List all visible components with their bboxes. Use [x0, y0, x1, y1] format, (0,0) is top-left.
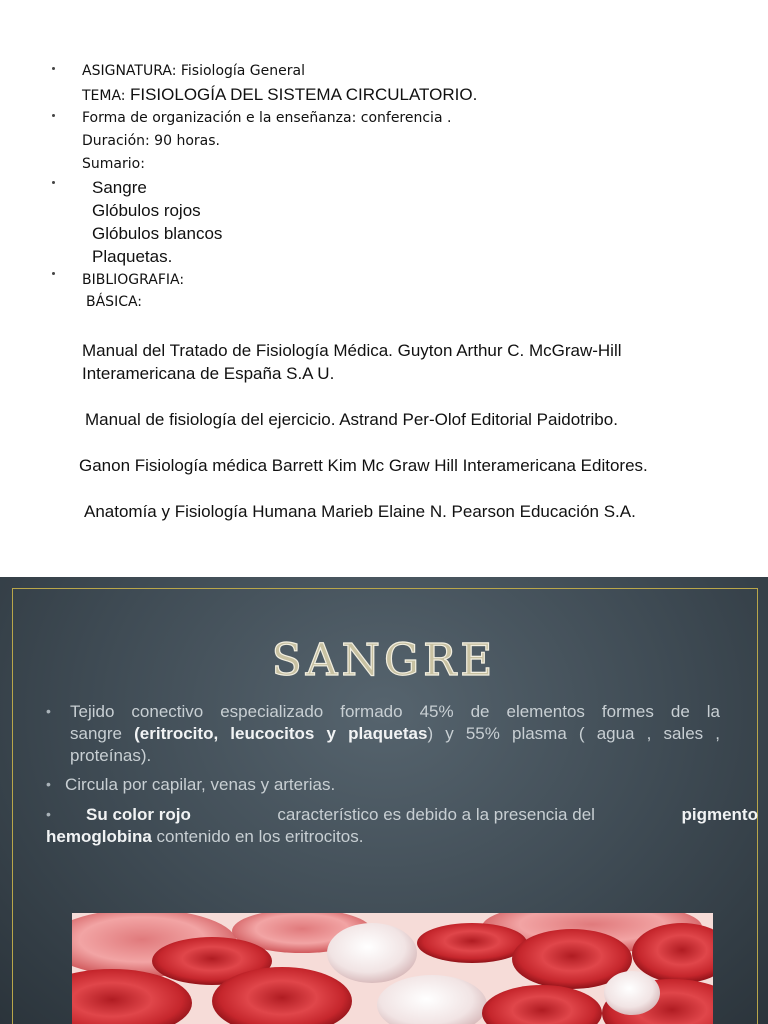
bullet-marker: • [46, 776, 51, 792]
reference-item: Manual del Tratado de Fisiología Médica. Guyton Arthur C. McGraw-Hill [82, 341, 622, 360]
sumario-item: Glóbulos blancos [92, 224, 223, 243]
sumario-item: Plaquetas. [92, 247, 173, 266]
bullet-3-line-1 [86, 804, 758, 826]
bullet-dot [52, 272, 55, 275]
basica-label: BÁSICA: [86, 294, 143, 310]
tema-line [82, 86, 477, 105]
sumario-item: Sangre [92, 178, 147, 197]
sumario-label: Sumario: [82, 156, 145, 172]
sangre-slide [0, 577, 768, 1024]
bullet-3-line-2 [46, 826, 363, 848]
bullet-3-bold: hemoglobina [46, 827, 152, 846]
bullet-1-line-1: Tejido conectivo especializado formado 45% de elementos formes de la [70, 702, 720, 721]
reference-item: Anatomía y Fisiología Humana Marieb Elaine N. Pearson Educación S.A. [84, 502, 636, 521]
tema-value: FISIOLOGÍA DEL SISTEMA CIRCULATORIO. [129, 85, 478, 104]
bullet-1-text: ) y 55% plasma ( agua , sales , [427, 724, 721, 743]
bullet-marker: • [46, 703, 51, 719]
red-blood-cells-illustration [72, 913, 713, 1024]
asignatura-label: ASIGNATURA: [82, 63, 177, 79]
forma-line: Forma de organización e la enseñanza: conferencia . [82, 110, 452, 126]
bullet-3-bold: pigmento [681, 805, 758, 824]
bullet-dot [52, 67, 55, 70]
reference-item: Ganon Fisiología médica Barrett Kim Mc Graw Hill Interamericana Editores. [79, 456, 648, 475]
bullet-2: Circula por capilar, venas y arterias. [65, 775, 336, 794]
duracion-line: Duración: 90 horas. [82, 133, 220, 149]
bullet-1-line-2 [70, 723, 720, 745]
red-blood-cells-image [72, 913, 713, 1024]
reference-item: Interamericana de España S.A U. [82, 364, 335, 383]
tema-label: TEMA: [82, 88, 126, 104]
bullet-3-text: característico es debido a la presencia del [277, 805, 595, 824]
asignatura-line [82, 64, 305, 79]
asignatura-value: Fisiología General [180, 63, 305, 79]
bullet-1-text: sangre [70, 724, 135, 743]
bullet-dot [52, 181, 55, 184]
bullet-3-bold: Su color rojo [86, 805, 191, 824]
sumario-item: Glóbulos rojos [92, 201, 201, 220]
bullet-dot [52, 114, 55, 117]
bullet-1-bold: (eritrocito, leucocitos y plaquetas [134, 724, 428, 743]
bullet-marker: • [46, 806, 51, 822]
slide-title [0, 635, 768, 686]
bibliografia-label: BIBLIOGRAFIA: [82, 272, 185, 288]
bullet-3-text: contenido en los eritrocitos. [151, 827, 364, 846]
slide-title-text: SANGRE [271, 635, 497, 686]
bullet-1-line-3: proteínas). [70, 746, 152, 765]
reference-item: Manual de fisiología del ejercicio. Astrand Per-Olof Editorial Paidotribo. [85, 410, 618, 429]
